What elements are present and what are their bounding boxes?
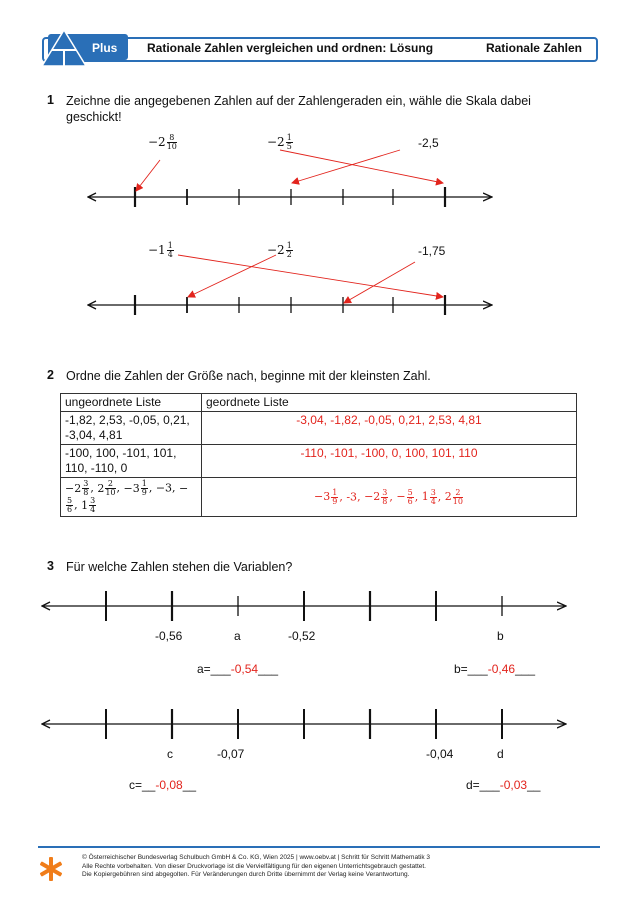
mixed-number: −2 $\frac{1}{2}$ [267, 241, 292, 259]
publisher-logo-icon [38, 856, 64, 882]
mixed-number: −2 $\frac{3}{8}$ [364, 487, 388, 506]
t3-line1-label: -0,52 [288, 629, 316, 643]
table-header: ungeordnete Liste [61, 394, 202, 412]
footer-text [82, 854, 430, 880]
fraction: $\frac{8}{10}$ [166, 133, 177, 151]
task1-number-line-1 [88, 150, 492, 207]
arrow-1c [280, 150, 443, 183]
t3-line2-label: -0,07 [217, 747, 245, 761]
footer-line: Die Kopiergebühren sind abgegolten. Für Veränderungen durch Dritte übernimmt der Verlag keine Verantwortung. [82, 871, 410, 878]
mixed-number: −2 $\frac{3}{8}$ [65, 479, 89, 497]
footer-divider [38, 846, 600, 848]
fraction: $\frac{2}{10}$ [105, 479, 116, 497]
mixed-number: −2 $\frac{1}{5}$ [267, 133, 292, 151]
fraction: $\frac{5}{6}$ [67, 496, 73, 514]
fraction: $\frac{1}{4}$ [167, 241, 173, 259]
mixed-number: −2 $\frac{8}{10}$ [148, 133, 177, 151]
mixed-number: −3 $\frac{1}{9}$ [314, 487, 338, 506]
mixed-number: − $\frac{5}{6}$ [396, 487, 413, 506]
unordered-cell: -100, 100, -101, 101, 110, -110, 0 [61, 445, 202, 478]
answer-c: c=__-0,08__ [129, 778, 197, 792]
ordering-table [60, 393, 577, 517]
t3-line2-label: -0,04 [426, 747, 454, 761]
fraction: $\frac{1}{9}$ [141, 479, 147, 497]
answer-b: b=___-0,46___ [454, 662, 536, 676]
task3-number: 3 [47, 559, 54, 573]
arrow-1a [136, 160, 160, 191]
mixed-number: −3 $\frac{1}{9}$ [123, 479, 147, 497]
task1-text: Zeichne die angegebenen Zahlen auf der Zahlengeraden ein, wähle die Skala dabei geschickt! [66, 94, 531, 124]
t3-line1-label: -0,56 [155, 629, 183, 643]
page-topic: Rationale Zahlen [485, 41, 582, 55]
t3-line1-label: a [234, 629, 241, 643]
task3-text: Für welche Zahlen stehen die Variablen? [66, 560, 293, 574]
footer-line: Alle Rechte vorbehalten. Von dieser Druckvorlage ist die Vervielfältigung für den eigenen Unterrichtsgebrauch gestattet. [82, 862, 426, 870]
fraction: $\frac{1}{5}$ [286, 133, 292, 151]
mixed-number: 2 $\frac{2}{10}$ [444, 487, 463, 506]
mixed-number: −3 [155, 481, 173, 495]
arrow-2b [188, 255, 276, 297]
fraction: $\frac{3}{4}$ [430, 487, 436, 506]
t3-line2-label: d [497, 747, 504, 761]
task2-number: 2 [47, 368, 54, 382]
fraction: $\frac{1}{9}$ [332, 487, 338, 506]
mixed-number: -3 [346, 490, 358, 503]
task1-number: 1 [47, 93, 54, 107]
task1-line2-label-3: -1,75 [418, 244, 446, 258]
arrow-2c [344, 262, 415, 303]
fraction: $\frac{3}{4}$ [90, 496, 96, 514]
mixed-number: 1 $\frac{3}{4}$ [421, 487, 436, 506]
table-row [61, 478, 577, 517]
task3-number-line-2 [42, 709, 566, 739]
task1-number-line-2 [88, 255, 492, 315]
fraction: $\frac{2}{10}$ [452, 487, 463, 506]
task2-text: Ordne die Zahlen der Größe nach, beginne mit der kleinsten Zahl. [66, 369, 431, 383]
mixed-number: −1 $\frac{1}{4}$ [148, 241, 173, 259]
arrow-1b [292, 150, 400, 183]
fraction: $\frac{1}{2}$ [286, 241, 292, 259]
ordered-cell: −3 $\frac{1}{9}$ , -3, −2 $\frac{3}{8}$ , − $\frac{5}{6}$ , 1 $\frac{3}{4}$ , 2 $\frac{2}{10}$ [202, 478, 577, 517]
unordered-cell: -1,82, 2,53, -0,05, 0,21, -3,04, 4,81 [61, 412, 202, 445]
fraction: $\frac{3}{8}$ [83, 479, 89, 497]
unordered-cell: −2 $\frac{3}{8}$ , 2 $\frac{2}{10}$ , −3 $\frac{1}{9}$ , −3, − $\frac{5}{6}$ , 1 $\frac{3}{4}$ [61, 478, 202, 517]
answer-a: a=___-0,54___ [197, 662, 279, 676]
arrow-2a [178, 255, 443, 297]
logo-text: Plus [92, 41, 118, 55]
ordered-cell: -110, -101, -100, 0, 100, 101, 110 [202, 445, 577, 478]
table-header: geordnete Liste [202, 394, 577, 412]
page-title: Rationale Zahlen vergleichen und ordnen: Lösung [147, 41, 434, 55]
table-row [61, 412, 577, 445]
fraction: $\frac{3}{8}$ [382, 487, 388, 506]
table-row [61, 445, 577, 478]
fraction: $\frac{5}{6}$ [407, 487, 413, 506]
task1-line1-label-3: -2,5 [418, 136, 439, 150]
mixed-number: 2 $\frac{2}{10}$ [97, 479, 116, 497]
mixed-number: − $\frac{5}{6}$ [67, 481, 189, 514]
footer-line: © Österreichischer Bundesverlag Schulbuch GmbH & Co. KG, Wien 2025 | www.oebv.at | Schritt für Schritt Mathematik 3 [82, 854, 430, 861]
task3-number-line-1 [42, 591, 566, 621]
mixed-number: 1 $\frac{3}{4}$ [81, 496, 96, 514]
table-header-row [61, 394, 577, 412]
ordered-cell: -3,04, -1,82, -0,05, 0,21, 2,53, 4,81 [202, 412, 577, 445]
t3-line2-label: c [167, 747, 173, 761]
answer-d: d=___-0,03__ [466, 778, 541, 792]
t3-line1-label: b [497, 629, 504, 643]
